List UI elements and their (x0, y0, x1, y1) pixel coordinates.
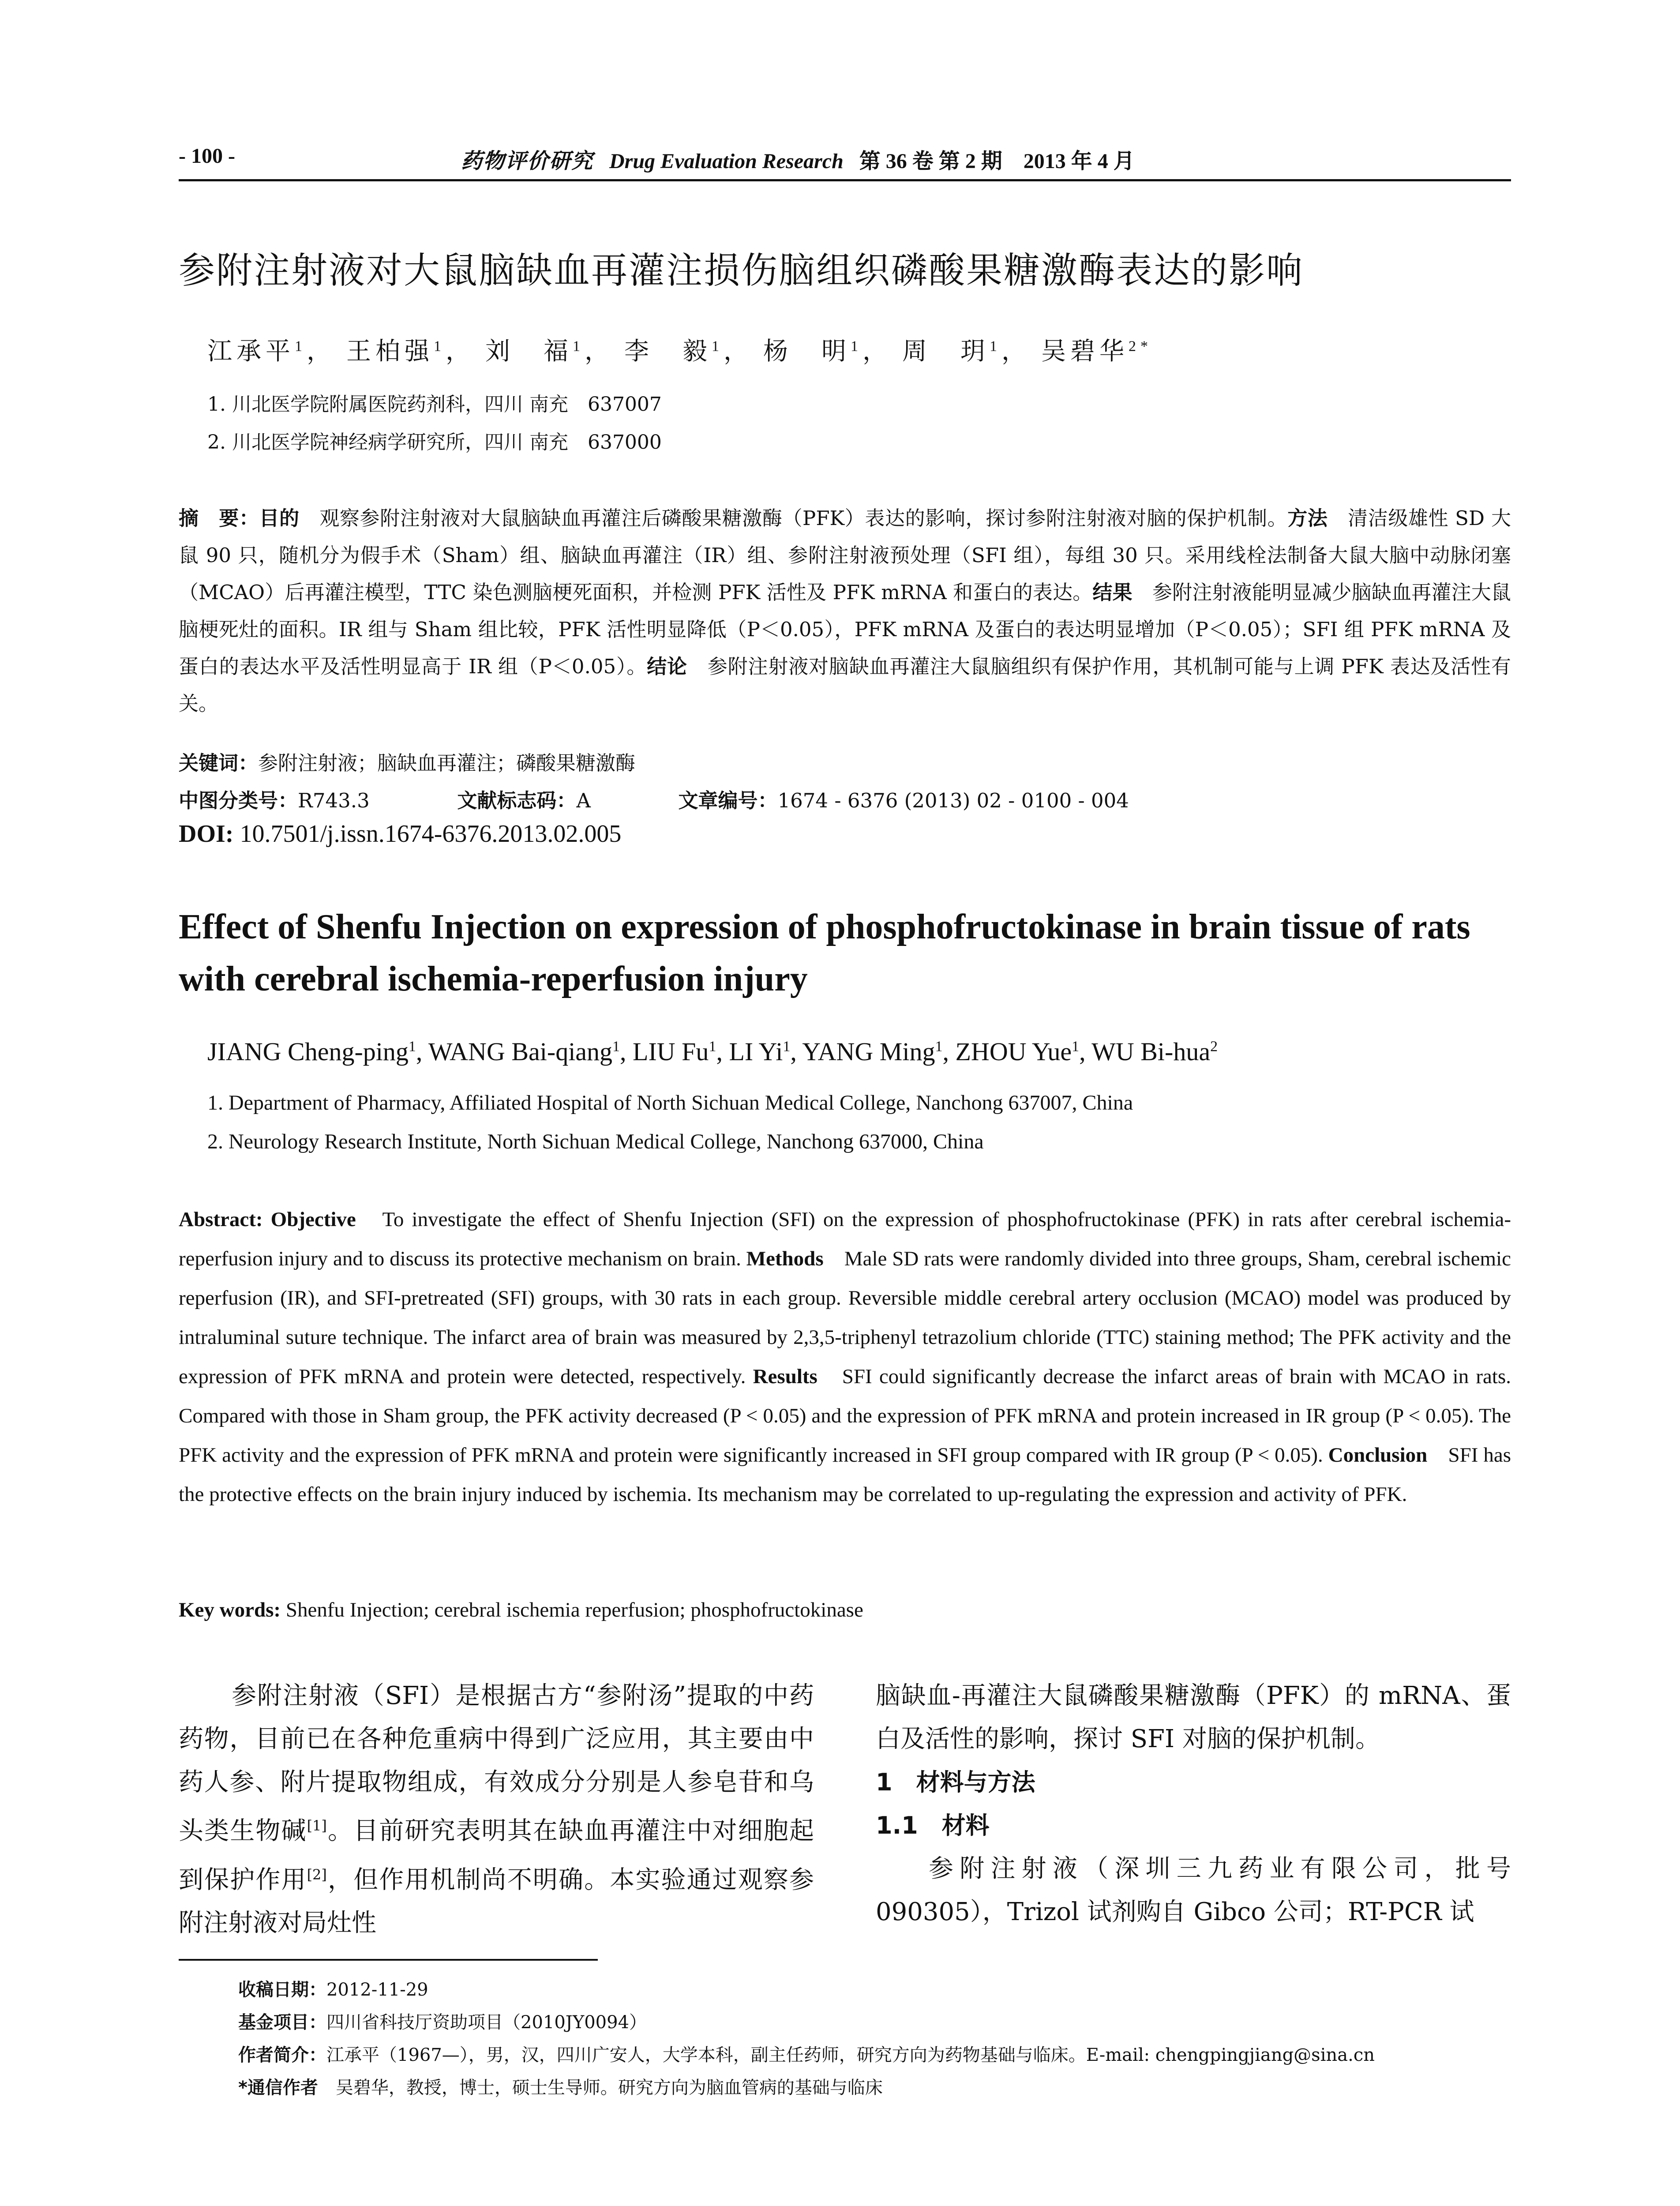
body-column-left (179, 1674, 814, 1945)
doi-line: DOI: 10.7501/j.issn.1674-6376.2013.02.005 (179, 820, 622, 848)
citation: [2] (307, 1866, 327, 1883)
authors-cn: 江承平$^1$， 王柏强$^1$， 刘 福$^1$， 李 毅$^1$， 杨 明$^1$， 周 玥$^1$， 吴碧华$^{2*}$ (207, 338, 1152, 365)
author-en: JIANG Cheng-ping (207, 1037, 409, 1066)
conclusion-label-en: Conclusion (1328, 1444, 1428, 1467)
body-column-right (876, 1674, 1511, 1934)
title-cn: 参附注射液对大鼠脑缺血再灌注损伤脑组织磷酸果糖激酶表达的影响 (179, 250, 1304, 292)
journal-name-cn: 药物评价研究 (461, 149, 594, 173)
authors-en: JIANG Cheng-ping$^1$, WANG Bai-qiang$^1$, LIU Fu$^1$, LI Yi$^1$, YANG Ming$^1$, ZHOU Yue$^1$, WU Bi-hua$^2$ (207, 1037, 1218, 1066)
author-en: ZHOU Yue (955, 1037, 1072, 1066)
author-cn: 周 玥 (902, 338, 990, 365)
page-number: - 100 - (179, 144, 235, 168)
abstract-label: 摘 要： (179, 506, 259, 530)
abstract-en: Abstract: Objective To investigate the effect of Shenfu Injection (SFI) on the expression of phosphofructokinase (PFK) in rats after cerebral ischemia-reperfusion injury and to discuss its protective mechanism on brain. Methods Male SD rats were randomly divided into three groups, Sham, cerebral ischemic reperfusion (IR), and SFI-pretreated (SFI) groups, with 30 rats in each group. Reversible middle cerebral artery occlusion (MCAO) model was produced by intraluminal suture technique. The infarct area of brain was measured by 2,3,5-triphenyl tetrazolium chloride (TTC) staining method; The PFK activity and the expression of PFK mRNA and protein were detected, respectively. Results SFI could significantly decrease the infarct areas of brain with MCAO in rats. Compared with those in Sham group, the PFK activity decreased (P < 0.05) and the expression of PFK mRNA and protein increased in IR group (P < 0.05). The PFK activity and the expression of PFK mRNA and protein were significantly increased in SFI group compared with IR group (P < 0.05). Conclusion SFI has the protective effects on the brain injury induced by ischemia. Its mechanism may be correlated to up-regulating the expression and activity of PFK. (179, 1208, 1511, 1506)
journal-issue: 第 36 卷 第 2 期 2013 年 4 月 (859, 150, 1135, 173)
author-en: YANG Ming (802, 1037, 935, 1066)
author-cn: 江承平 (207, 338, 295, 365)
footnote-received: 收稿日期：2012-11-29 (238, 1980, 428, 2000)
keywords-cn: 关键词：参附注射液；脑缺血再灌注；磷酸果糖激酶 (179, 751, 636, 775)
methods-text: 清洁级雄性 SD 大鼠 90 只，随机分为假手术（Sham）组、脑缺血再灌注（IR）组、参附注射液预处理（SFI 组），每组 30 只。采用线栓法制备大鼠大脑中动脉闭塞（MCAO）后再灌注模型，TTC 染色测脑梗死面积，并检测 PFK 活性及 PFK mRNA 和蛋白的表达。 (179, 506, 1511, 604)
article-number: 1674 - 6376 (2013) 02 - 0100 - 004 (777, 789, 1129, 812)
subsection-heading: 1.1 材料 (876, 1812, 990, 1839)
author-cn: 李 毅 (624, 338, 712, 365)
conclusion-label: 结论 (647, 655, 687, 678)
author-en: WU Bi-hua (1091, 1037, 1211, 1066)
affiliation-cn-1: 1. 川北医学院附属医院药剂科，四川 南充 637007 (207, 393, 662, 416)
author-cn: 杨 明 (763, 338, 851, 365)
title-en: Effect of Shenfu Injection on expression of phosphofructokinase in brain tissue of rats with cerebral ischemia-reperfusion injury (179, 908, 1470, 998)
document-code: A (576, 789, 591, 812)
conclusion-text: 参附注射液对脑缺血再灌注大鼠脑组织有保护作用，其机制可能与上调 PFK 表达及活性有关。 (179, 655, 1511, 715)
footnote-rule (179, 1959, 598, 1961)
body-paragraph: 参附注射液（SFI）是根据古方“参附汤”提取的中药药物，目前已在各种危重病中得到广泛应用，其主要由中药人参、附片提取物组成，有效成分分别是人参皂苷和乌头类生物碱[1]。目前研究表明其在缺血再灌注中对细胞起到保护作用[2]，但作用机制尚不明确。本实验通过观察参附注射液对局灶性 (179, 1681, 814, 1938)
section-heading: 1 材料与方法 (876, 1768, 1035, 1796)
footnote-author-bio: 作者简介：江承平（1967—），男，汉，四川广安人，大学本科，副主任药师，研究方向为药物基础与临床。E-mail: chengpingjiang@sina.cn (238, 2045, 1375, 2065)
footnote-corresponding: *通信作者 吴碧华，教授，博士，硕士生导师。研究方向为脑血管病的基础与临床 (238, 2078, 883, 2098)
author-cn: 吴碧华 (1041, 338, 1129, 365)
objective-label-en: Objective (270, 1208, 356, 1231)
methods-label-en: Methods (746, 1247, 824, 1270)
methods-label: 方法 (1287, 506, 1328, 530)
footnote-funding: 基金项目：四川省科技厅资助项目（2010JY0094） (238, 2012, 647, 2033)
author-en: LIU Fu (633, 1037, 709, 1066)
author-cn: 刘 福 (485, 338, 573, 365)
author-en: WANG Bai-qiang (428, 1037, 613, 1066)
results-label-en: Results (753, 1365, 818, 1388)
author-cn: 王柏强 (346, 338, 434, 365)
affiliation-en-2: 2. Neurology Research Institute, North Sichuan Medical College, Nanchong 637000, China (207, 1130, 984, 1153)
objective-label: 目的 (259, 506, 300, 530)
running-header (179, 140, 1511, 181)
citation: [1] (307, 1817, 327, 1834)
results-label: 结果 (1092, 581, 1132, 604)
objective-text: 观察参附注射液对大鼠脑缺血再灌注后磷酸果糖激酶（PFK）表达的影响，探讨参附注射液对脑的保护机制。 (299, 506, 1288, 530)
author-en: LI Yi (729, 1037, 783, 1066)
classification-line: 中图分类号：R743.3 文献标志码：A 文章编号：1674 - 6376 (2013) 02 - 0100 - 004 (179, 789, 1129, 812)
affiliation-cn-2: 2. 川北医学院神经病学研究所，四川 南充 637000 (207, 431, 662, 454)
affiliation-en-1: 1. Department of Pharmacy, Affiliated Hospital of North Sichuan Medical College, Nanchong 637007, China (207, 1091, 1133, 1114)
doi-value: 10.7501/j.issn.1674-6376.2013.02.005 (240, 820, 622, 848)
body-paragraph: 参附注射液（深圳三九药业有限公司，批号 090305），Trizol 试剂购自 Gibco 公司；RT-PCR 试 (876, 1854, 1511, 1926)
clc-number: R743.3 (298, 789, 370, 812)
results-text: 参附注射液能明显减少脑缺血再灌注大鼠脑梗死灶的面积。IR 组与 Sham 组比较，PFK 活性明显降低（P＜0.05），PFK mRNA 及蛋白的表达明显增加（P＜0.05）；SFI 组 PFK mRNA 及蛋白的表达水平及活性明显高于 IR 组（P＜0.05）。 (179, 581, 1511, 678)
abstract-cn (179, 500, 1511, 722)
journal-header (461, 144, 1135, 174)
body-paragraph: 脑缺血-再灌注大鼠磷酸果糖激酶（PFK）的 mRNA、蛋白及活性的影响，探讨 SFI 对脑的保护机制。 (876, 1681, 1511, 1753)
journal-name-en: Drug Evaluation Research (609, 150, 844, 173)
keywords-en: Key words: Shenfu Injection; cerebral ischemia reperfusion; phosphofructokinase (179, 1598, 863, 1621)
